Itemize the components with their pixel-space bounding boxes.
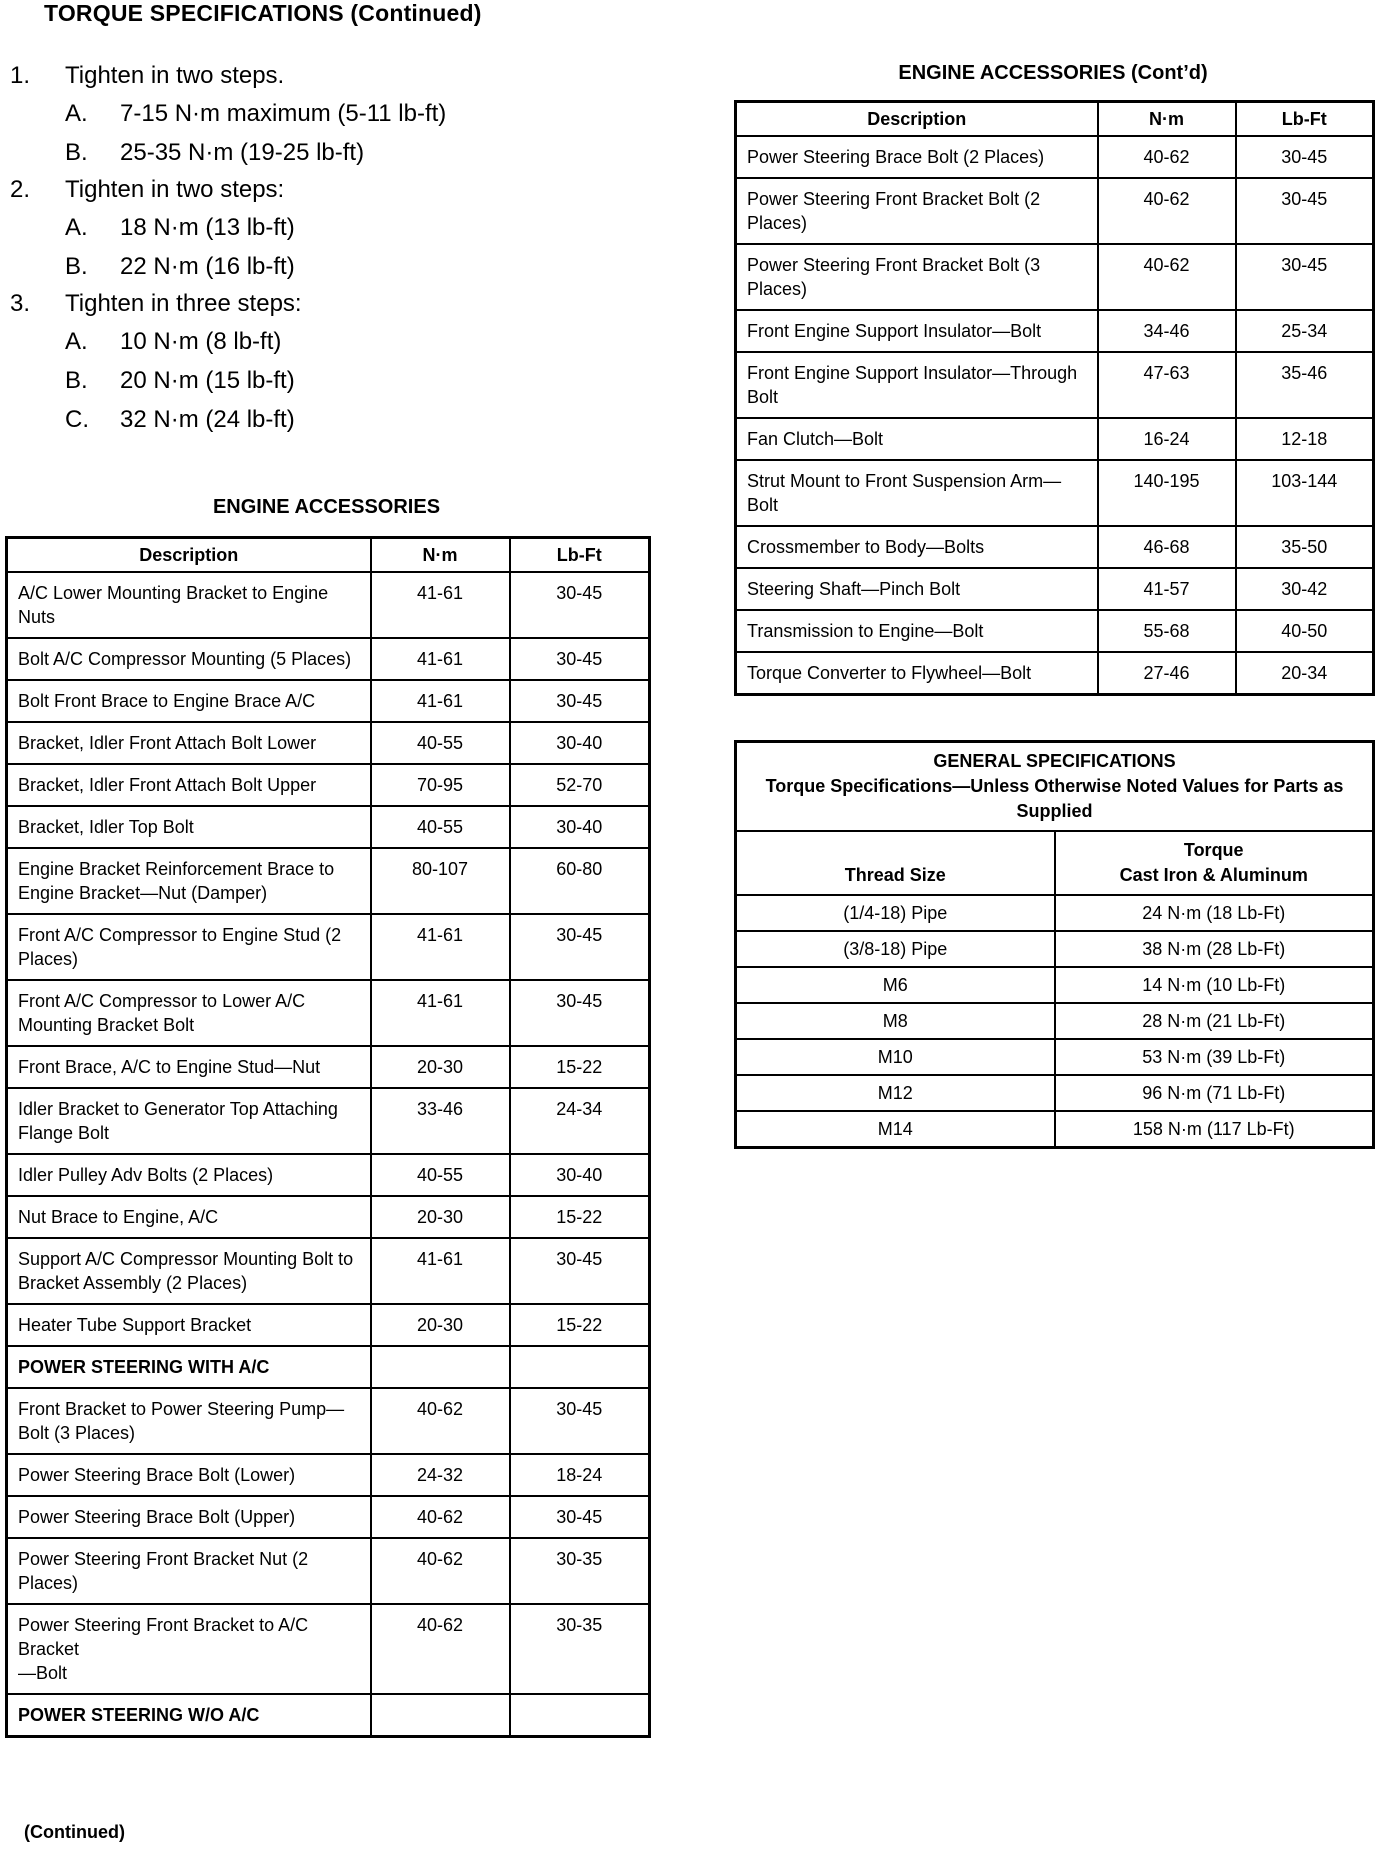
column-header-lbft: Lb-Ft xyxy=(1236,102,1374,137)
description-cell: Bracket, Idler Front Attach Bolt Lower xyxy=(7,722,371,764)
step-1 xyxy=(10,58,690,94)
lbft-value-cell: 30-35 xyxy=(510,1538,650,1604)
sub-letter: A. xyxy=(65,100,88,127)
lbft-value-cell: 40-50 xyxy=(1236,610,1374,652)
description-cell: Front A/C Compressor to Lower A/C Mounting Bracket Bolt xyxy=(7,980,371,1046)
step-text: Tighten in two steps. xyxy=(65,62,285,89)
sub-letter: A. xyxy=(65,214,88,241)
page-title: TORQUE SPECIFICATIONS (Continued) xyxy=(44,0,482,26)
column-header-lbft: Lb-Ft xyxy=(510,538,650,573)
column-header-description: Description xyxy=(736,102,1098,137)
torque-value-cell: 38 N·m (28 Lb-Ft) xyxy=(1055,931,1374,967)
column-header-nm: N·m xyxy=(1098,102,1236,137)
table-row xyxy=(7,638,650,680)
section-header-row xyxy=(7,1346,650,1388)
description-cell: Nut Brace to Engine, A/C xyxy=(7,1196,371,1238)
table-row xyxy=(736,310,1374,352)
description-cell: Front Brace, A/C to Engine Stud—Nut xyxy=(7,1046,371,1088)
description-cell: Torque Converter to Flywheel—Bolt xyxy=(736,652,1098,695)
lbft-value-cell: 30-45 xyxy=(510,914,650,980)
step-3-sub-b xyxy=(10,361,690,400)
nm-value-cell: 40-62 xyxy=(371,1538,510,1604)
table-row xyxy=(736,895,1374,931)
lbft-value-cell: 35-46 xyxy=(1236,352,1374,418)
table-row xyxy=(736,568,1374,610)
lbft-value-cell: 103-144 xyxy=(1236,460,1374,526)
thread-size-cell: M12 xyxy=(736,1075,1055,1111)
lbft-value-cell: 52-70 xyxy=(510,764,650,806)
thread-size-cell: M6 xyxy=(736,967,1055,1003)
table-row xyxy=(7,1304,650,1346)
lbft-value-cell: 15-22 xyxy=(510,1196,650,1238)
table-row xyxy=(7,848,650,914)
lbft-value-cell: 30-45 xyxy=(1236,244,1374,310)
table-header-row xyxy=(7,538,650,573)
table-row xyxy=(7,1604,650,1694)
torque-value-cell: 53 N·m (39 Lb-Ft) xyxy=(1055,1039,1374,1075)
table-row xyxy=(7,806,650,848)
lbft-value-cell: 30-40 xyxy=(510,1154,650,1196)
torque-value-cell: 28 N·m (21 Lb-Ft) xyxy=(1055,1003,1374,1039)
engine-accessories-contd-table xyxy=(734,100,1375,696)
table-row xyxy=(736,178,1374,244)
step-number: 1. xyxy=(10,62,31,89)
lbft-value-cell: 30-45 xyxy=(1236,178,1374,244)
lbft-value-cell: 25-34 xyxy=(1236,310,1374,352)
table-row xyxy=(7,1196,650,1238)
nm-value-cell: 16-24 xyxy=(1098,418,1236,460)
column-header-description: Description xyxy=(7,538,371,573)
table-row xyxy=(736,460,1374,526)
continued-footer: (Continued) xyxy=(24,1822,125,1842)
engine-accessories-contd-title: ENGINE ACCESSORIES (Cont’d) xyxy=(898,62,1208,84)
description-cell: Front Engine Support Insulator—Through Bolt xyxy=(736,352,1098,418)
nm-value-cell: 41-61 xyxy=(371,638,510,680)
lbft-value-cell: 18-24 xyxy=(510,1454,650,1496)
table-row xyxy=(7,1388,650,1454)
sub-text: 22 N·m (16 lb-ft) xyxy=(120,253,295,280)
nm-value-cell: 20-30 xyxy=(371,1046,510,1088)
table-row xyxy=(736,1039,1374,1075)
table-header-row xyxy=(736,102,1374,137)
description-cell: Idler Pulley Adv Bolts (2 Places) xyxy=(7,1154,371,1196)
table-row xyxy=(736,352,1374,418)
description-cell: POWER STEERING W/O A/C xyxy=(7,1694,371,1737)
description-cell: POWER STEERING WITH A/C xyxy=(7,1346,371,1388)
nm-value-cell xyxy=(371,1694,510,1737)
step-text: Tighten in three steps: xyxy=(65,290,302,317)
description-cell: Support A/C Compressor Mounting Bolt to Bracket Assembly (2 Places) xyxy=(7,1238,371,1304)
torque-value-cell: 96 N·m (71 Lb-Ft) xyxy=(1055,1075,1374,1111)
table-row xyxy=(7,1454,650,1496)
description-cell: Steering Shaft—Pinch Bolt xyxy=(736,568,1098,610)
table-row xyxy=(7,1238,650,1304)
general-specifications-table xyxy=(734,740,1375,1149)
step-text: Tighten in two steps: xyxy=(65,176,285,203)
table-row xyxy=(736,967,1374,1003)
lbft-value-cell: 30-45 xyxy=(1236,136,1374,178)
sub-letter: B. xyxy=(65,139,88,166)
sub-text: 25-35 N·m (19-25 lb-ft) xyxy=(120,139,365,166)
thread-size-cell: M14 xyxy=(736,1111,1055,1148)
thread-size-cell: (1/4-18) Pipe xyxy=(736,895,1055,931)
description-cell: Bracket, Idler Front Attach Bolt Upper xyxy=(7,764,371,806)
sub-text: 32 N·m (24 lb-ft) xyxy=(120,406,295,433)
table-row xyxy=(7,764,650,806)
description-cell: Front Bracket to Power Steering Pump— Bolt (3 Places) xyxy=(7,1388,371,1454)
torque-value-cell: 24 N·m (18 Lb-Ft) xyxy=(1055,895,1374,931)
nm-value-cell: 41-61 xyxy=(371,1238,510,1304)
lbft-value-cell: 30-45 xyxy=(510,1238,650,1304)
table-row xyxy=(736,1003,1374,1039)
description-cell: Heater Tube Support Bracket xyxy=(7,1304,371,1346)
nm-value-cell: 40-62 xyxy=(371,1388,510,1454)
tightening-steps xyxy=(10,58,690,439)
description-cell: Power Steering Brace Bolt (Lower) xyxy=(7,1454,371,1496)
lbft-value-cell xyxy=(510,1694,650,1737)
nm-value-cell: 70-95 xyxy=(371,764,510,806)
lbft-value-cell: 20-34 xyxy=(1236,652,1374,695)
sub-text: 7-15 N·m maximum (5-11 lb-ft) xyxy=(120,100,447,127)
column-header-nm: N·m xyxy=(371,538,510,573)
description-cell: Front A/C Compressor to Engine Stud (2 Places) xyxy=(7,914,371,980)
lbft-value-cell: 30-40 xyxy=(510,722,650,764)
general-specifications-title: GENERAL SPECIFICATIONS xyxy=(933,751,1176,771)
nm-value-cell: 40-55 xyxy=(371,1154,510,1196)
description-cell: Idler Bracket to Generator Top Attaching Flange Bolt xyxy=(7,1088,371,1154)
sub-letter: C. xyxy=(65,406,89,433)
description-cell: Power Steering Front Bracket Bolt (2 Places) xyxy=(736,178,1098,244)
lbft-value-cell: 30-45 xyxy=(510,980,650,1046)
table-row xyxy=(7,1088,650,1154)
column-header-torque xyxy=(1055,831,1374,895)
torque-value-cell: 14 N·m (10 Lb-Ft) xyxy=(1055,967,1374,1003)
thread-size-cell: M10 xyxy=(736,1039,1055,1075)
step-1-sub-b xyxy=(10,133,690,172)
torque-header-line2: Cast Iron & Aluminum xyxy=(1119,865,1308,885)
table-header-row xyxy=(736,831,1374,895)
sub-text: 20 N·m (15 lb-ft) xyxy=(120,367,295,394)
nm-value-cell: 47-63 xyxy=(1098,352,1236,418)
nm-value-cell: 40-62 xyxy=(371,1496,510,1538)
step-1-sub-a xyxy=(10,94,690,133)
description-cell: Power Steering Front Bracket Bolt (3 Places) xyxy=(736,244,1098,310)
table-row xyxy=(736,1075,1374,1111)
table-row xyxy=(736,136,1374,178)
step-number: 2. xyxy=(10,176,31,203)
lbft-value-cell: 30-45 xyxy=(510,1496,650,1538)
lbft-value-cell: 15-22 xyxy=(510,1304,650,1346)
lbft-value-cell: 60-80 xyxy=(510,848,650,914)
thread-size-cell: (3/8-18) Pipe xyxy=(736,931,1055,967)
lbft-value-cell: 30-45 xyxy=(510,680,650,722)
table-row xyxy=(7,1496,650,1538)
step-2-sub-b xyxy=(10,247,690,286)
engine-accessories-table xyxy=(5,536,651,1738)
sub-letter: B. xyxy=(65,367,88,394)
description-cell: Engine Bracket Reinforcement Brace to Engine Bracket—Nut (Damper) xyxy=(7,848,371,914)
table-row xyxy=(736,931,1374,967)
lbft-value-cell: 24-34 xyxy=(510,1088,650,1154)
lbft-value-cell: 30-42 xyxy=(1236,568,1374,610)
description-cell: Power Steering Brace Bolt (2 Places) xyxy=(736,136,1098,178)
nm-value-cell: 55-68 xyxy=(1098,610,1236,652)
nm-value-cell: 24-32 xyxy=(371,1454,510,1496)
nm-value-cell: 40-62 xyxy=(371,1604,510,1694)
description-cell: Power Steering Brace Bolt (Upper) xyxy=(7,1496,371,1538)
engine-accessories-contd-rows xyxy=(736,136,1374,695)
nm-value-cell: 140-195 xyxy=(1098,460,1236,526)
lbft-value-cell: 30-35 xyxy=(510,1604,650,1694)
step-2 xyxy=(10,172,690,208)
nm-value-cell: 41-61 xyxy=(371,980,510,1046)
nm-value-cell: 20-30 xyxy=(371,1196,510,1238)
table-row xyxy=(7,680,650,722)
table-row xyxy=(736,526,1374,568)
nm-value-cell: 40-55 xyxy=(371,806,510,848)
description-cell: Fan Clutch—Bolt xyxy=(736,418,1098,460)
nm-value-cell: 40-62 xyxy=(1098,178,1236,244)
nm-value-cell: 34-46 xyxy=(1098,310,1236,352)
description-cell: Transmission to Engine—Bolt xyxy=(736,610,1098,652)
general-specifications-heading xyxy=(736,742,1374,832)
table-row xyxy=(7,572,650,638)
lbft-value-cell: 30-45 xyxy=(510,572,650,638)
step-number: 3. xyxy=(10,290,31,317)
sub-text: 18 N·m (13 lb-ft) xyxy=(120,214,295,241)
thread-size-cell: M8 xyxy=(736,1003,1055,1039)
lbft-value-cell: 12-18 xyxy=(1236,418,1374,460)
table-row xyxy=(7,914,650,980)
nm-value-cell: 41-61 xyxy=(371,572,510,638)
lbft-value-cell: 35-50 xyxy=(1236,526,1374,568)
sub-letter: A. xyxy=(65,328,88,355)
general-specifications-rows xyxy=(736,895,1374,1148)
nm-value-cell xyxy=(371,1346,510,1388)
table-row xyxy=(7,1046,650,1088)
nm-value-cell: 40-62 xyxy=(1098,244,1236,310)
torque-value-cell: 158 N·m (117 Lb-Ft) xyxy=(1055,1111,1374,1148)
description-cell: A/C Lower Mounting Bracket to Engine Nuts xyxy=(7,572,371,638)
table-row xyxy=(736,610,1374,652)
nm-value-cell: 41-57 xyxy=(1098,568,1236,610)
description-cell: Strut Mount to Front Suspension Arm—Bolt xyxy=(736,460,1098,526)
engine-accessories-title: ENGINE ACCESSORIES xyxy=(212,496,441,518)
sub-text: 10 N·m (8 lb-ft) xyxy=(120,328,282,355)
step-3-sub-a xyxy=(10,322,690,361)
lbft-value-cell xyxy=(510,1346,650,1388)
lbft-value-cell: 30-45 xyxy=(510,638,650,680)
nm-value-cell: 40-62 xyxy=(1098,136,1236,178)
torque-header-line1: Torque xyxy=(1183,840,1244,860)
sub-letter: B. xyxy=(65,253,88,280)
lbft-value-cell: 30-45 xyxy=(510,1388,650,1454)
table-row xyxy=(736,418,1374,460)
table-row xyxy=(7,722,650,764)
engine-accessories-rows xyxy=(7,572,650,1737)
section-header-row xyxy=(7,1694,650,1737)
column-header-thread-size: Thread Size xyxy=(736,831,1055,895)
description-cell: Bolt Front Brace to Engine Brace A/C xyxy=(7,680,371,722)
lbft-value-cell: 15-22 xyxy=(510,1046,650,1088)
step-3 xyxy=(10,286,690,322)
table-row xyxy=(7,980,650,1046)
nm-value-cell: 41-61 xyxy=(371,680,510,722)
nm-value-cell: 80-107 xyxy=(371,848,510,914)
step-2-sub-a xyxy=(10,208,690,247)
lbft-value-cell: 30-40 xyxy=(510,806,650,848)
general-specifications-subtitle: Torque Specifications—Unless Otherwise Noted Values for Parts as Supplied xyxy=(765,776,1344,821)
description-cell: Bracket, Idler Top Bolt xyxy=(7,806,371,848)
table-row xyxy=(7,1154,650,1196)
table-row xyxy=(7,1538,650,1604)
table-row xyxy=(736,244,1374,310)
description-cell: Front Engine Support Insulator—Bolt xyxy=(736,310,1098,352)
nm-value-cell: 33-46 xyxy=(371,1088,510,1154)
nm-value-cell: 20-30 xyxy=(371,1304,510,1346)
description-cell: Crossmember to Body—Bolts xyxy=(736,526,1098,568)
description-cell: Bolt A/C Compressor Mounting (5 Places) xyxy=(7,638,371,680)
table-row xyxy=(736,1111,1374,1148)
nm-value-cell: 46-68 xyxy=(1098,526,1236,568)
table-row xyxy=(736,652,1374,695)
general-specifications-heading-row xyxy=(736,742,1374,832)
step-3-sub-c xyxy=(10,400,690,439)
nm-value-cell: 27-46 xyxy=(1098,652,1236,695)
description-cell: Power Steering Front Bracket to A/C Bracket —Bolt xyxy=(7,1604,371,1694)
nm-value-cell: 41-61 xyxy=(371,914,510,980)
nm-value-cell: 40-55 xyxy=(371,722,510,764)
description-cell: Power Steering Front Bracket Nut (2 Places) xyxy=(7,1538,371,1604)
